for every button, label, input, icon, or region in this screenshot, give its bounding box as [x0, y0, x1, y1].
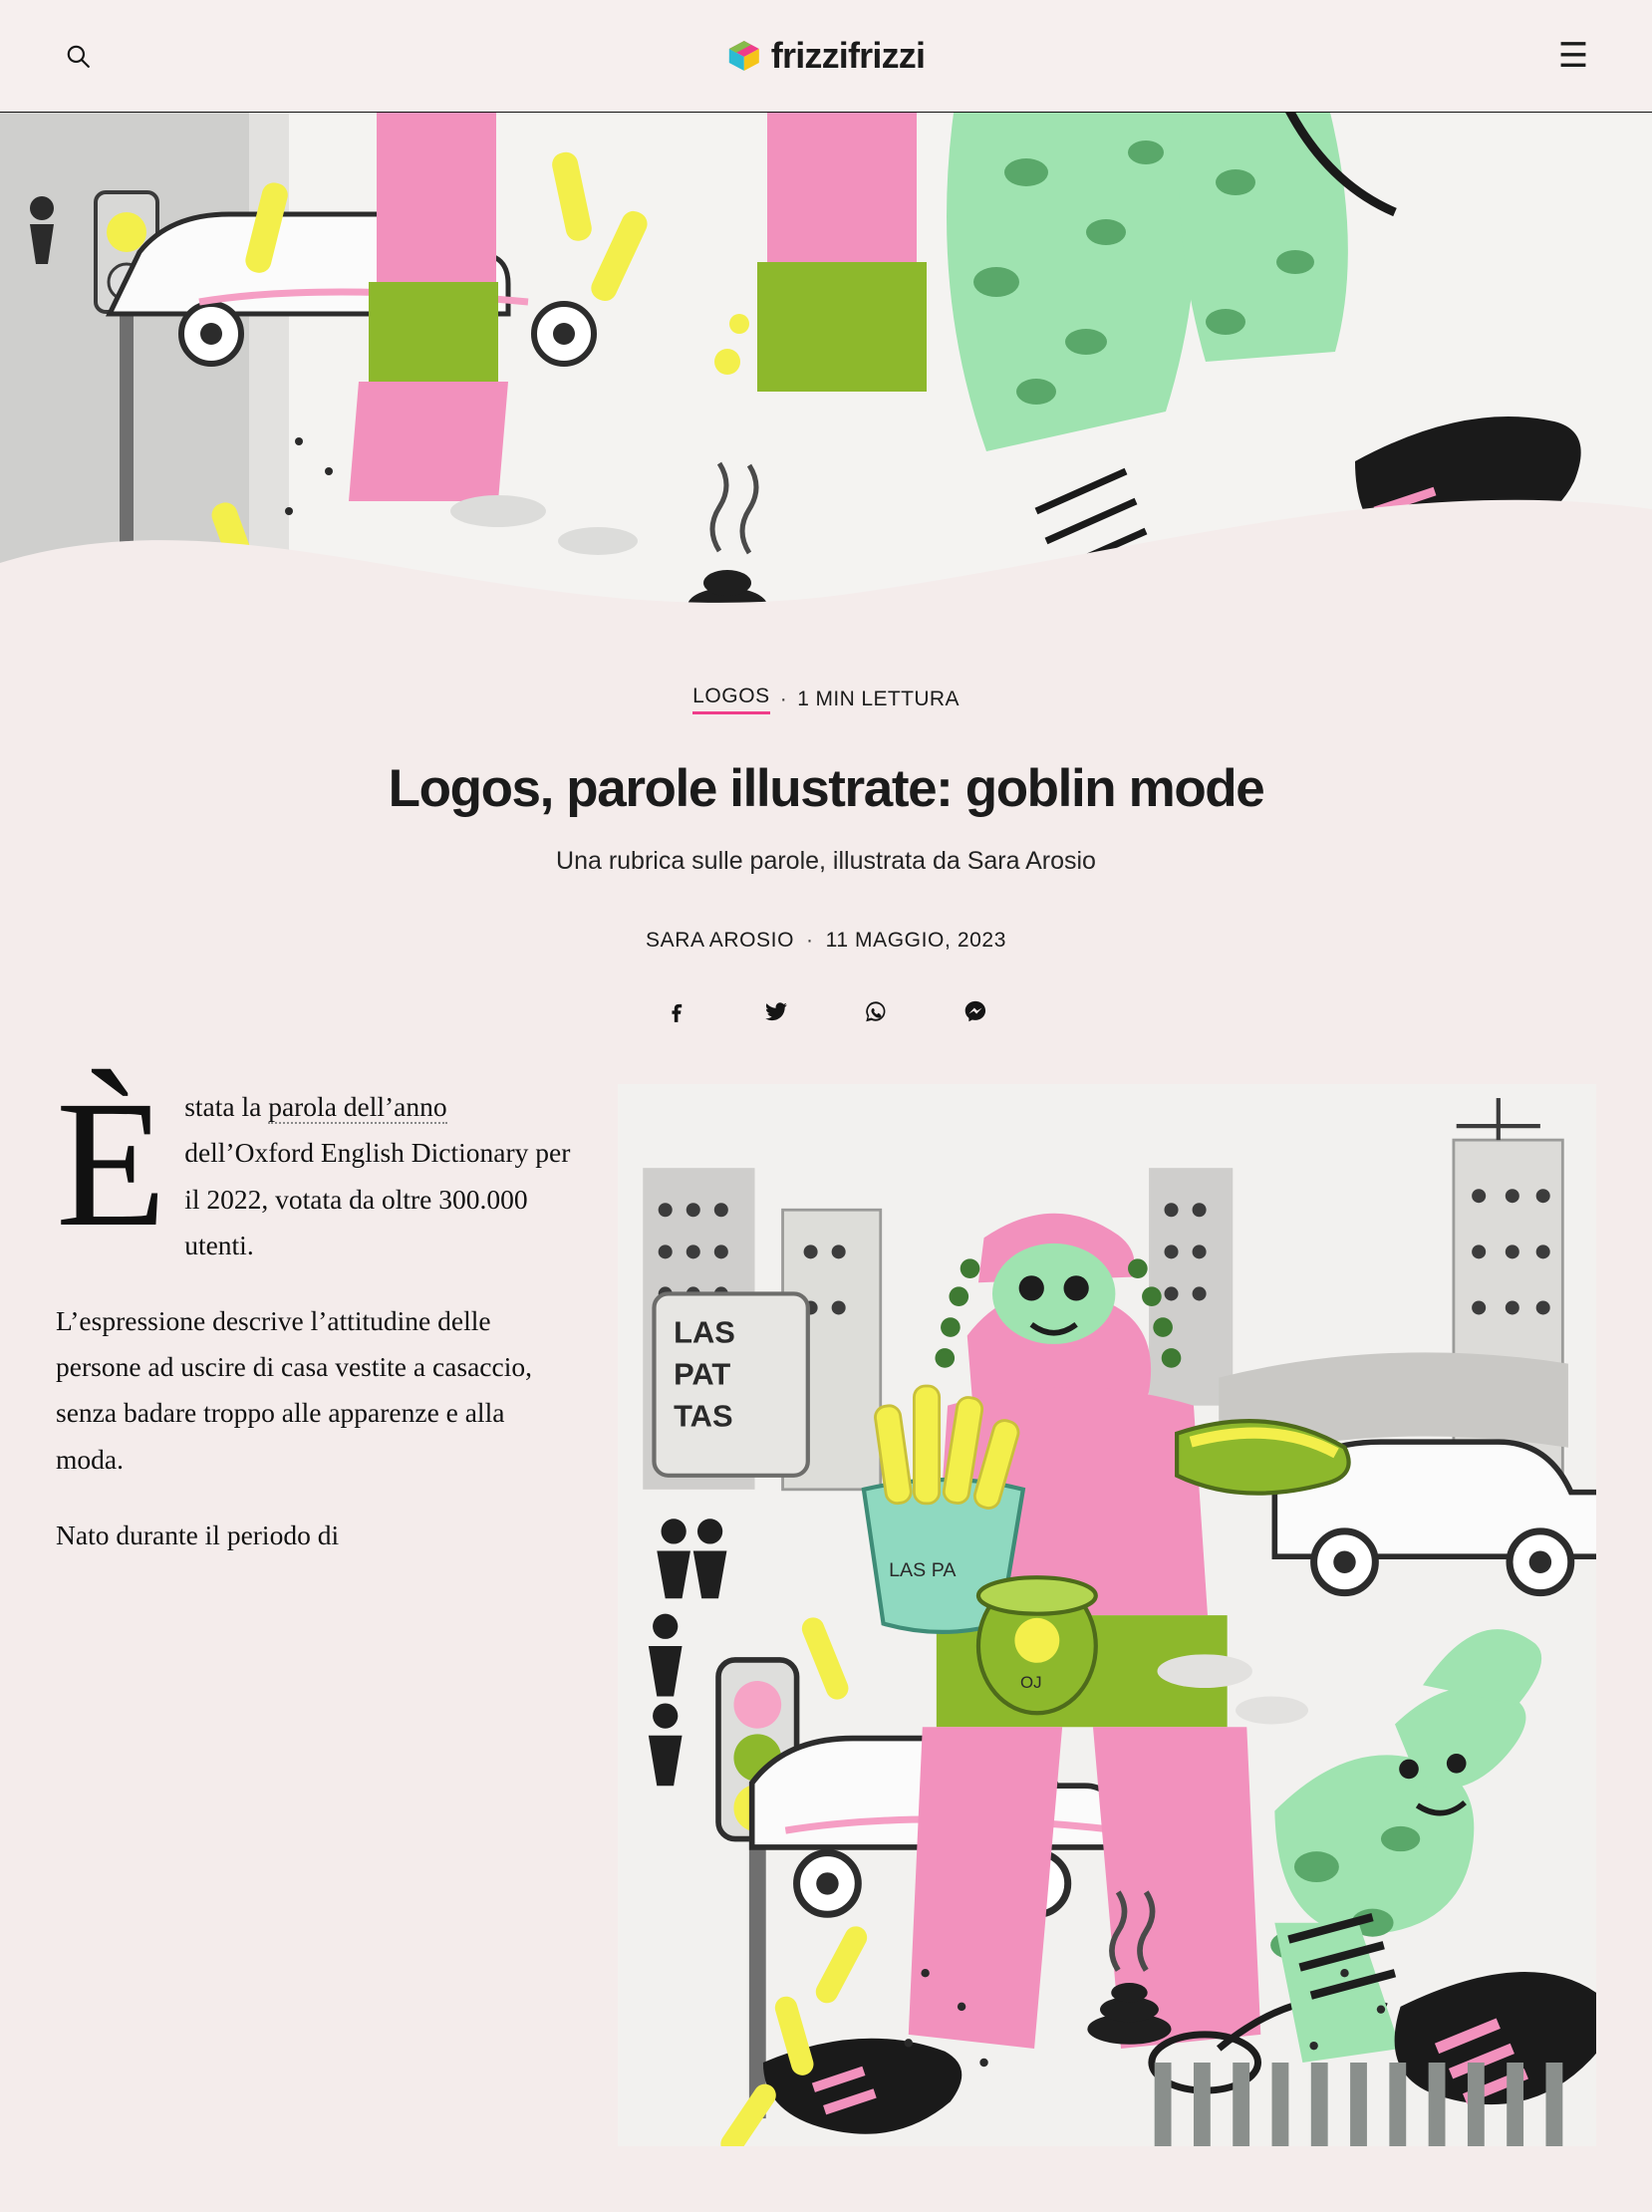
parola-dellanno-link[interactable]: parola dell’anno — [268, 1091, 447, 1123]
site-title: frizzifrizzi — [770, 35, 926, 76]
paragraph-3: Nato durante il periodo di — [56, 1519, 340, 1550]
hamburger-menu-icon[interactable]: ☰ — [1550, 33, 1596, 79]
paragraph-1 — [56, 1064, 574, 1268]
paragraph-2: L’espressione descrive l’attitudine delle persone ad uscire di casa vestite a casaccio, senza badare troppo alle apparenze e alla moda. — [56, 1304, 532, 1475]
read-time: 1 MIN LETTURA — [797, 688, 960, 710]
byline-separator: · — [806, 929, 814, 953]
article-text-column — [56, 1064, 574, 1588]
hero-image — [0, 113, 1652, 641]
messenger-share-icon[interactable] — [959, 994, 992, 1028]
article-header — [0, 641, 1652, 1028]
search-icon[interactable] — [56, 34, 100, 78]
twitter-share-icon[interactable] — [759, 994, 793, 1028]
publish-date: 11 MAGGIO, 2023 — [825, 929, 1006, 953]
whatsapp-share-icon[interactable] — [859, 994, 893, 1028]
site-header — [0, 0, 1652, 113]
goblin-mode-illustration — [618, 1084, 1596, 2146]
author-link[interactable]: SARA AROSIO — [646, 929, 795, 953]
dropcap: È — [56, 1064, 167, 1265]
svg-text:OJ: OJ — [1020, 1673, 1042, 1693]
article-figure — [618, 1084, 1596, 2146]
frizzifrizzi-cube-icon — [727, 39, 761, 73]
article-body — [0, 1028, 1652, 2146]
page-title: Logos, parole illustrate: goblin mode — [388, 759, 1264, 818]
paragraph-1-tail: dell’Oxford English Dictionary per il 2022, votata da oltre 300.000 utenti. — [184, 1137, 571, 1260]
site-logo[interactable] — [727, 35, 925, 77]
byline — [80, 929, 1572, 953]
svg-text:LAS PA: LAS PA — [889, 1559, 957, 1582]
article-subtitle: Una rubrica sulle parole, illustrata da Sara Arosio — [556, 847, 1096, 876]
svg-text:PAT: PAT — [674, 1356, 731, 1392]
meta-separator: · — [779, 688, 788, 710]
hero-wave-mask — [0, 473, 1652, 641]
share-row — [80, 994, 1572, 1028]
svg-text:TAS: TAS — [674, 1398, 733, 1434]
paragraph-1-lead: stata la — [184, 1091, 269, 1123]
facebook-share-icon[interactable] — [660, 994, 693, 1028]
svg-text:LAS: LAS — [674, 1314, 735, 1350]
article-meta — [80, 685, 1572, 714]
category-link[interactable]: LOGOS — [692, 685, 770, 714]
